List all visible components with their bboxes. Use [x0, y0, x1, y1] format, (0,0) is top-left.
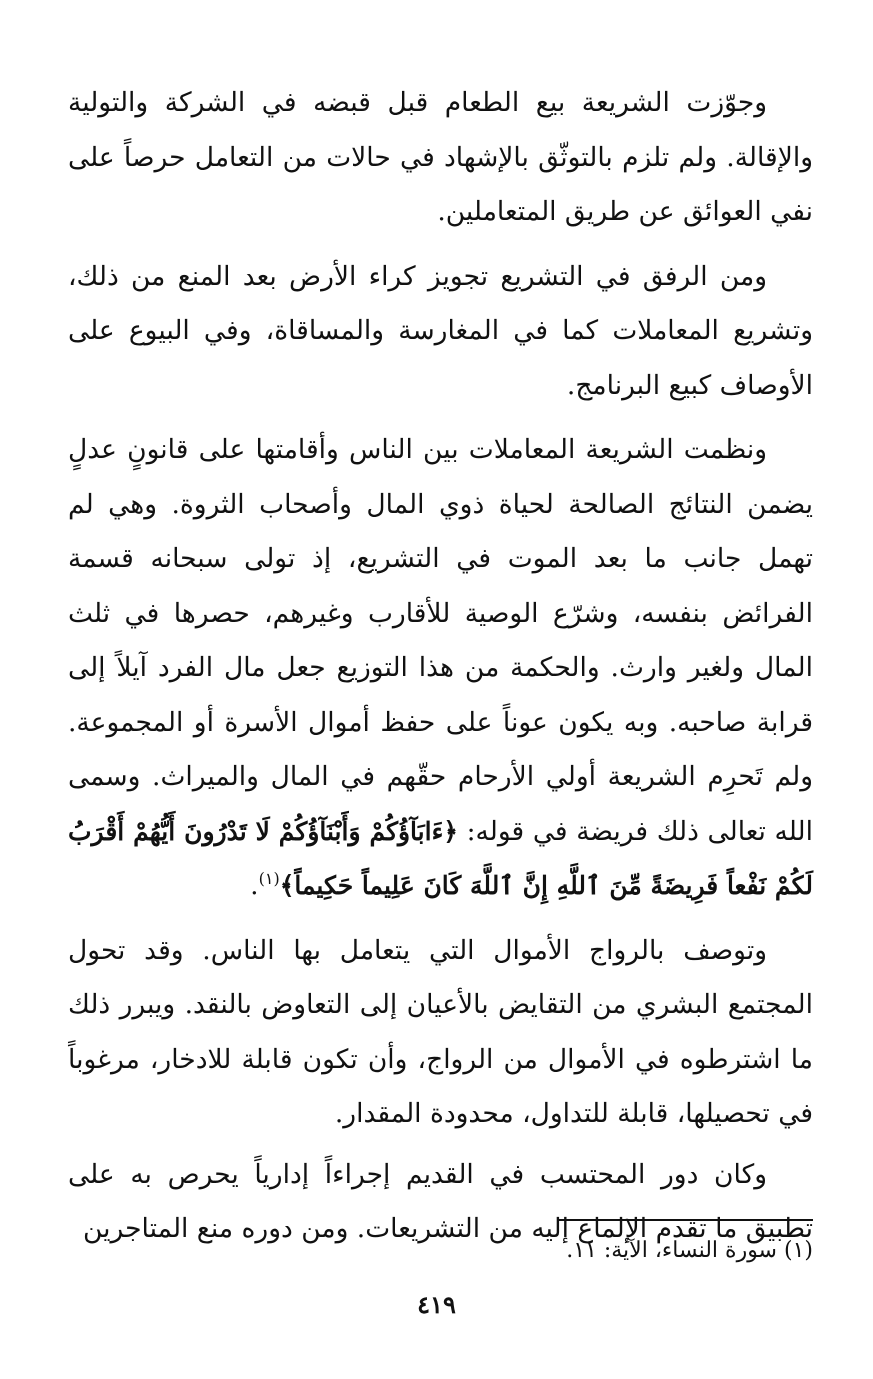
paragraph-2: ومن الرفق في التشريع تجويز كراء الأرض بعد المنع من ذلك، وتشريع المعاملات كما في المغارسة والمساقاة، وفي البيوع على الأوصاف كبيع البرنامج.: [68, 260, 813, 401]
paragraph-3-end: .: [250, 870, 259, 901]
paragraph-1: وجوّزت الشريعة بيع الطعام قبل قبضه في الشركة والتولية والإقالة. ولم تلزم بالتوثّق بالإشهاد في حالات من التعامل حرصاً على نفي العوائق عن طريق المتعاملين.: [68, 87, 813, 227]
paragraph-4: وتوصف بالرواج الأموال التي يتعامل بها الناس. وقد تحول المجتمع البشري من التقايض بالأعيان إلى التعاوض بالنقد. ويبرر ذلك ما اشترطوه في الأموال من الرواج، وأن تكون قابلة للادخار، مرغوباً في تحصيلها، قابلة للتداول، محدودة المقدار.: [68, 934, 813, 1129]
footnote-divider: [559, 1219, 813, 1221]
paragraph-5: وكان دور المحتسب في القديم إجراءاً إدارياً يحرص به على تطبيق ما تقدم الإلماع إليه من التشريعات. ومن دوره منع المتاجرين: [68, 1158, 813, 1244]
paragraph-3: [68, 423, 813, 914]
paragraph-3-text: ونظمت الشريعة المعاملات بين الناس وأقامتها على قانونٍ عدلٍ يضمن النتائج الصالحة لحياة ذوي المال وأصحاب الثروة. وهي لم تهمل جانب ما بعد الموت في التشريع، إذ تولى سبحانه قسمة الفرائض بنفسه، وشرّع الوصية للأقارب وغيرهم، حصرها في ثلث المال ولغير وارث. والحكمة من هذا التوزيع جعل مال الفرد آيلاً إلى قرابة صاحبه. وبه يكون عوناً على حفظ أموال الأسرة أو المجموعة. ولم تَحرِم الشريعة أولي الأرحام حقّهم في المال والميراث. وسمى الله تعالى ذلك فريضة في قوله:: [68, 434, 813, 847]
footnote-reference: (١): [258, 869, 280, 889]
quran-verse: ﴿ءَابَآؤُكُمْ وَأَبْنَآؤُكُمْ لَا تَدْرُونَ أَيُّهُمْ أَقْرَبُ لَكُمْ نَفْعاً فَرِيضَةً مِّنَ ٱللَّهِ إِنَّ ٱللَّهَ كَانَ عَلِيماً حَكِيماً﴾: [68, 816, 813, 900]
page-number: ٤١٩: [417, 1290, 456, 1319]
main-text: [68, 76, 813, 1267]
footnote: (١) سورة النساء، الآية: ١١.: [566, 1238, 813, 1263]
